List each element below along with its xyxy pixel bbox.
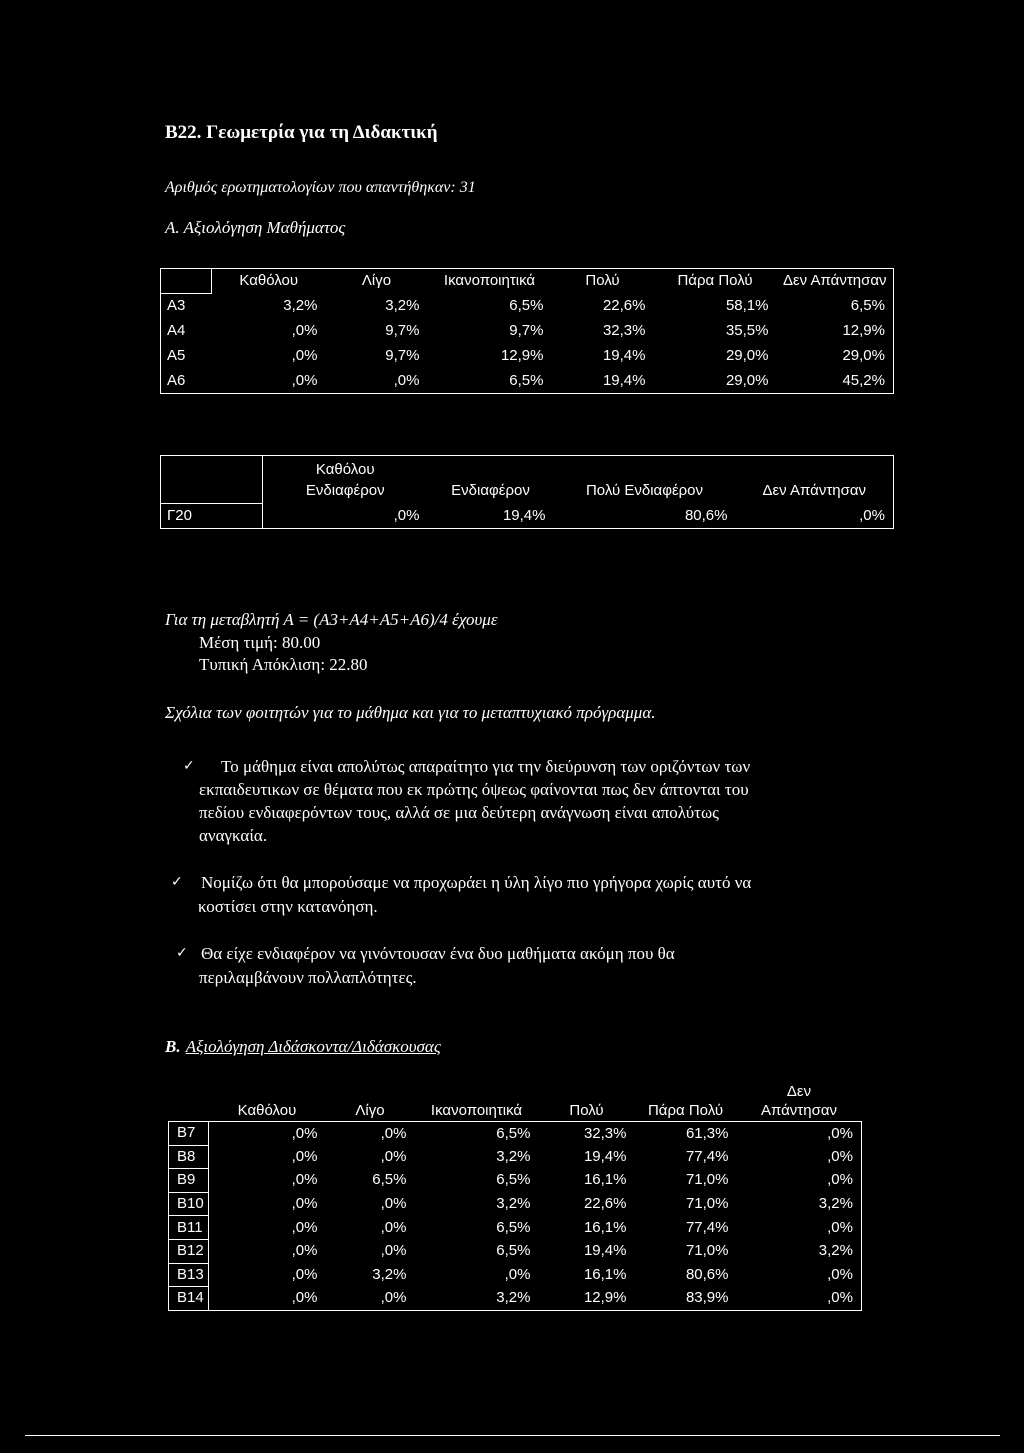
checkmark-icon — [183, 755, 195, 778]
table-cell: 16,1% — [583, 1218, 627, 1236]
std-deviation-line — [199, 654, 368, 676]
interest-table — [160, 455, 894, 529]
comment-item — [0, 942, 1024, 1042]
table-cell: 71,0% — [685, 1171, 729, 1189]
row-label: Β8 — [169, 1145, 209, 1169]
table-cell: 16,1% — [583, 1265, 627, 1283]
header-row — [161, 456, 894, 504]
column-header: Καθόλου — [237, 1102, 297, 1119]
section-a-heading: Α. Αξιολόγηση Μαθήματος — [165, 218, 346, 237]
variable-formula: Για τη μεταβλητή Α = (Α3+Α4+Α5+Α6)/4 έχουμε — [165, 610, 498, 629]
table-cell: ,0% — [291, 1218, 318, 1236]
table-cell: ,0% — [380, 1289, 407, 1307]
column-header: Πολύ — [569, 1102, 604, 1119]
corner-header-cell — [161, 269, 212, 294]
table-cell: 19,4% — [583, 1242, 627, 1260]
table-cell: 9,7% — [509, 322, 544, 339]
table-cell: ,0% — [291, 1195, 318, 1213]
table-cell: 80,6% — [684, 506, 728, 524]
table-cell: 32,3% — [602, 322, 646, 339]
table-cell: 83,9% — [685, 1289, 729, 1307]
table-cell: ,0% — [827, 1289, 853, 1307]
std-deviation-label: Τυπική Απόκλιση: — [199, 655, 326, 674]
row-label: Α5 — [167, 347, 186, 364]
table-cell: 3,2% — [283, 297, 318, 314]
column-header: Ικανοποιητικά — [430, 1102, 523, 1119]
column-header: Καθόλου Ενδιαφέρον — [305, 460, 385, 499]
column-header: Δεν Απάντησαν — [782, 272, 887, 290]
table-cell: ,0% — [291, 1124, 318, 1142]
table-cell: 9,7% — [385, 347, 420, 364]
comment-line: περιλαμβάνουν πολλαπλότητες. — [199, 968, 417, 987]
table-row — [169, 1216, 862, 1240]
table-cell: 3,2% — [818, 1195, 853, 1213]
column-header: Καθόλου — [239, 272, 299, 290]
table-cell: 61,3% — [685, 1124, 729, 1142]
row-label: Β11 — [169, 1216, 209, 1240]
corner-header-cell — [169, 1082, 209, 1122]
table-cell: 29,0% — [725, 371, 769, 389]
table-cell: ,0% — [291, 1147, 318, 1165]
row-label: Α4 — [167, 322, 186, 339]
course-evaluation-table — [160, 268, 894, 394]
corner-header-cell — [161, 456, 263, 504]
table-cell: 77,4% — [685, 1218, 729, 1236]
column-header: Λίγο — [355, 1102, 385, 1119]
table-cell: ,0% — [291, 1289, 318, 1307]
table-cell: 12,9% — [842, 322, 885, 339]
row-label: Β9 — [169, 1169, 209, 1193]
table-row — [169, 1169, 862, 1193]
table-cell: 19,4% — [502, 506, 546, 524]
column-header: Δεν Απάντησαν — [762, 481, 867, 499]
table-cell: ,0% — [827, 1147, 853, 1165]
table-cell: 29,0% — [842, 347, 885, 364]
table-cell: 6,5% — [509, 297, 544, 314]
table-cell: 6,5% — [496, 1218, 531, 1236]
table-cell: 6,5% — [496, 1124, 531, 1142]
table-cell: ,0% — [827, 1218, 853, 1236]
responses-count-line: Αριθμός ερωτηματολογίων που απαντήθηκαν: 31 — [165, 179, 476, 196]
table-row — [161, 344, 894, 369]
table-cell: 6,5% — [850, 297, 885, 314]
row-label: Γ20 — [161, 504, 263, 529]
table-cell: ,0% — [393, 371, 420, 389]
table-cell: 3,2% — [818, 1242, 853, 1260]
table-cell: ,0% — [380, 1147, 407, 1165]
table-cell: 3,2% — [372, 1265, 407, 1283]
table-row — [161, 294, 894, 319]
table-cell: 19,4% — [583, 1147, 627, 1165]
table-row — [169, 1263, 862, 1287]
table-cell: 9,7% — [385, 322, 420, 339]
table-cell: 3,2% — [496, 1289, 531, 1307]
table-cell: 22,6% — [583, 1195, 627, 1213]
comment-line: εκπαιδευτικων σε θέματα που εκ πρώτης όψεως φαίνονται πως δεν άπτονται του — [199, 780, 749, 799]
comment-line: Θα είχε ενδιαφέρον να γινόντουσαν ένα δυο μαθήματα ακόμη που θα — [201, 944, 675, 963]
table-cell: ,0% — [827, 1124, 853, 1142]
table-cell: ,0% — [380, 1218, 407, 1236]
table-cell: 71,0% — [685, 1195, 729, 1213]
table-row — [169, 1239, 862, 1263]
table-cell: ,0% — [291, 1171, 318, 1189]
row-label: Β12 — [169, 1239, 209, 1263]
table-cell: 58,1% — [725, 297, 769, 314]
column-header: Πολύ — [585, 272, 620, 290]
table-row — [169, 1192, 862, 1216]
table-cell: ,0% — [859, 506, 885, 524]
comment-line: Το μάθημα είναι απολύτως απαραίτητο για την διεύρυνση των οριζόντων των — [221, 757, 751, 776]
row-label: Α3 — [167, 297, 186, 315]
instructor-evaluation-table — [168, 1082, 862, 1311]
table-cell: ,0% — [291, 1265, 318, 1283]
section-b-title: Αξιολόγηση Διδάσκοντα/Διδάσκουσας — [185, 1037, 441, 1056]
table-row — [169, 1287, 862, 1311]
table-cell: 29,0% — [725, 347, 769, 364]
table-row — [161, 504, 894, 529]
checkmark-icon — [176, 942, 188, 965]
comment-line: Νομίζω ότι θα μπορούσαμε να προχωράει η ύλη λίγο πιο γρήγορα χωρίς αυτό να — [201, 873, 752, 892]
row-label: Β13 — [169, 1263, 209, 1287]
table-cell: 6,5% — [496, 1242, 531, 1260]
comment-line: αναγκαία. — [199, 826, 268, 845]
table-cell: ,0% — [291, 347, 318, 364]
table-cell: 12,9% — [500, 347, 544, 364]
table-cell: 22,6% — [602, 297, 646, 314]
section-b-heading — [165, 1036, 441, 1058]
mean-label: Μέση τιμή: — [199, 633, 278, 652]
table-cell: 19,4% — [602, 371, 646, 389]
comment-line: κοστίσει στην κατανόηση. — [198, 897, 378, 916]
comments-heading: Σχόλια των φοιτητών για το μάθημα και για το μεταπτυχιακό πρόγραμμα. — [165, 703, 656, 722]
table-cell: 32,3% — [583, 1124, 627, 1142]
table-row — [161, 369, 894, 394]
section-b-prefix: Β. — [165, 1037, 181, 1056]
row-label: Α6 — [167, 371, 186, 389]
table-row — [169, 1145, 862, 1169]
table-cell: 19,4% — [602, 347, 646, 364]
comment-line: πεδίου ενδιαφερόντων τους, αλλά σε μια δεύτερη ανάγνωση είναι απολύτως — [199, 803, 719, 822]
mean-value: 80.00 — [281, 633, 321, 652]
table-cell: 80,6% — [685, 1265, 729, 1283]
table-cell: 6,5% — [509, 371, 544, 389]
table-cell: 6,5% — [496, 1171, 531, 1189]
table-cell: 16,1% — [583, 1171, 627, 1189]
table-cell: 77,4% — [685, 1147, 729, 1165]
header-row — [161, 269, 894, 294]
row-label: Β10 — [169, 1192, 209, 1216]
column-header: Δεν Απάντησαν — [760, 1083, 837, 1119]
table-cell: ,0% — [827, 1171, 853, 1189]
page-bottom-rule — [25, 1435, 1000, 1436]
table-cell: 6,5% — [372, 1171, 407, 1189]
table-cell: 71,0% — [685, 1242, 729, 1260]
table-cell: ,0% — [291, 371, 318, 389]
row-label: Β7 — [169, 1122, 209, 1146]
column-header: Πάρα Πολύ — [647, 1102, 724, 1119]
table-cell: ,0% — [504, 1265, 531, 1283]
table-cell: 45,2% — [842, 371, 885, 389]
std-deviation-value: 22.80 — [329, 655, 368, 674]
table-row — [169, 1122, 862, 1146]
table-row — [161, 319, 894, 344]
row-label: Β14 — [169, 1287, 209, 1311]
comment-item — [0, 755, 1024, 855]
table-cell: 35,5% — [725, 322, 769, 339]
column-header: Λίγο — [361, 272, 392, 290]
document-title: Β22. Γεωμετρία για τη Διδακτική — [165, 122, 438, 143]
table-cell: ,0% — [380, 1242, 407, 1260]
checkmark-icon — [171, 871, 183, 894]
table-cell: 3,2% — [496, 1195, 531, 1213]
table-cell: 3,2% — [496, 1147, 531, 1165]
header-row — [169, 1082, 862, 1122]
column-header: Πάρα Πολύ — [677, 272, 753, 290]
column-header: Ικανοποιητικά — [443, 272, 536, 290]
table-cell: ,0% — [393, 506, 420, 524]
table-cell: 3,2% — [385, 297, 420, 314]
column-header: Πολύ Ενδιαφέρον — [585, 481, 704, 499]
table-cell: ,0% — [827, 1265, 853, 1283]
table-cell: ,0% — [291, 1242, 318, 1260]
table-cell: 12,9% — [583, 1289, 627, 1307]
column-header: Ενδιαφέρον — [451, 481, 530, 499]
mean-line — [199, 632, 320, 654]
table-cell: ,0% — [380, 1195, 407, 1213]
table-cell: ,0% — [291, 322, 318, 339]
table-cell: ,0% — [380, 1124, 407, 1142]
